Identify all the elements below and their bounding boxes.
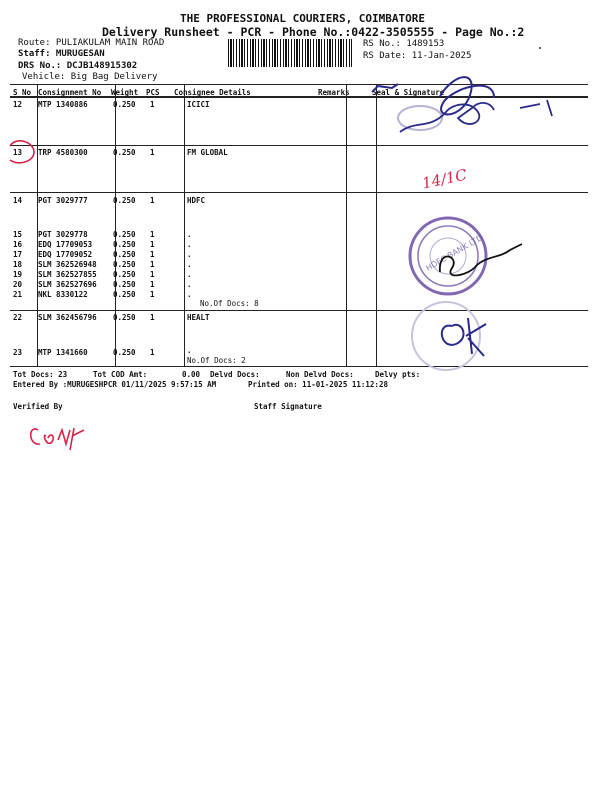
row-consignment: MTP 1341660 — [38, 348, 88, 357]
company-title: THE PROFESSIONAL COURIERS, COIMBATORE — [180, 12, 426, 25]
row12-signature — [400, 100, 552, 132]
red-initials — [31, 428, 84, 450]
row-consignment: TRP 4580300 — [38, 148, 88, 157]
non-delivered-docs: Non Delvd Docs: — [286, 370, 354, 379]
vehicle: Vehicle: Big Bag Delivery — [22, 72, 158, 82]
row-sno: 14 — [13, 196, 23, 205]
col-consignment: Consignment No — [38, 88, 102, 97]
row-pcs: 1 — [150, 148, 155, 157]
row-sno: 19 — [13, 270, 23, 279]
row-pcs: 1 — [150, 196, 155, 205]
col-consignee: Consignee Details — [174, 88, 251, 97]
row-consignment: SLM 362527696 — [38, 280, 97, 289]
handwritten-note: 14/1C — [420, 165, 469, 193]
delivery-points: Delvy pts: — [375, 370, 421, 379]
row-consignee: . — [187, 240, 192, 249]
col-weight: Weight — [111, 88, 139, 97]
row-sno: 15 — [13, 230, 23, 239]
row-weight: 0.250 — [113, 280, 136, 289]
delivered-docs: Delvd Docs: — [210, 370, 260, 379]
row-consignment: SLM 362456796 — [38, 313, 97, 322]
rs-date: RS Date: 11-Jan-2025 — [363, 51, 472, 61]
col-pcs: PCS — [146, 88, 160, 97]
row-pcs: 1 — [150, 240, 155, 249]
row-consignee: HDFC — [187, 196, 206, 205]
route: Route: PULIAKULAM MAIN ROAD — [18, 38, 165, 48]
row-consignment: SLM 362527855 — [38, 270, 97, 279]
row-consignee: . — [187, 260, 192, 269]
row-sno: 23 — [13, 348, 23, 357]
row-pcs: 1 — [150, 348, 155, 357]
docs-count-note: No.Of Docs: 2 — [187, 356, 246, 365]
row-weight: 0.250 — [113, 313, 136, 322]
row-sno: 17 — [13, 250, 23, 259]
stamp-text: HDFC BANK LTD — [424, 233, 485, 273]
row-pcs: 1 — [150, 290, 155, 299]
row-weight: 0.250 — [113, 240, 136, 249]
row-pcs: 1 — [150, 260, 155, 269]
row-consignment: EDQ 17709053 — [38, 240, 93, 249]
row-weight: 0.250 — [113, 148, 136, 157]
row-sno: 12 — [13, 100, 23, 109]
row-consignee: HEALT — [187, 313, 210, 322]
row-weight: 0.250 — [113, 230, 136, 239]
row-consignee: . — [187, 280, 192, 289]
col-remarks: Remarks — [318, 88, 350, 97]
row-pcs: 1 — [150, 250, 155, 259]
row-weight: 0.250 — [113, 250, 136, 259]
row-consignment: MTP 1340886 — [38, 100, 88, 109]
row-weight: 0.250 — [113, 348, 136, 357]
row-consignment: NKL 8330122 — [38, 290, 88, 299]
row-consignee: . — [187, 270, 192, 279]
row-weight: 0.250 — [113, 260, 136, 269]
staff-signature: Staff Signature — [254, 402, 322, 411]
row-sno: 13 — [13, 148, 23, 157]
total-cod-label: Tot COD Amt: — [93, 370, 148, 379]
row-weight: 0.250 — [113, 270, 136, 279]
docs-count-note: No.Of Docs: 8 — [200, 299, 259, 308]
row-pcs: 1 — [150, 280, 155, 289]
red-circle-mark — [10, 141, 34, 163]
row-sno: 22 — [13, 313, 23, 322]
entered-by: Entered By :MURUGESHPCR 01/11/2025 9:57:15 AM — [13, 380, 217, 389]
row-weight: 0.250 — [113, 196, 136, 205]
row-sno: 16 — [13, 240, 23, 249]
row-weight: 0.250 — [113, 290, 136, 299]
col-sno: S No — [13, 88, 32, 97]
row-pcs: 1 — [150, 230, 155, 239]
row-consignment: PGT 3029778 — [38, 230, 88, 239]
faded-stamp — [398, 106, 442, 130]
row-consignee: FM GLOBAL — [187, 148, 228, 157]
row-consignee: . — [187, 290, 192, 299]
row-sno: 21 — [13, 290, 23, 299]
verified-by: Verified By — [13, 402, 63, 411]
row-pcs: 1 — [150, 313, 155, 322]
row-sno: 20 — [13, 280, 23, 289]
row-consignment: SLM 362526948 — [38, 260, 97, 269]
drs-number: DRS No.: DCJB148915302 — [18, 61, 138, 71]
row-consignment: PGT 3029777 — [38, 196, 88, 205]
row-consignee: . — [187, 230, 192, 239]
total-docs: Tot Docs: 23 — [13, 370, 68, 379]
row-weight: 0.250 — [113, 100, 136, 109]
row-consignee: . — [187, 346, 192, 355]
runsheet-subtitle: Delivery Runsheet - PCR - Phone No.:0422-3505555 - Page No.:2 — [102, 25, 525, 39]
row-consignee: ICICI — [187, 100, 210, 109]
stray-mark — [539, 47, 541, 49]
staff: Staff: MURUGESAN — [18, 49, 105, 59]
total-cod-value: 0.00 — [182, 370, 201, 379]
printed-on: Printed on: 11-01-2025 11:12:28 — [248, 380, 388, 389]
col-seal: Seal & Signature — [372, 88, 445, 97]
row-pcs: 1 — [150, 100, 155, 109]
row-sno: 18 — [13, 260, 23, 269]
row-pcs: 1 — [150, 270, 155, 279]
rs-number: RS No.: 1489153 — [363, 39, 445, 49]
row-consignee: . — [187, 250, 192, 259]
row-consignment: EDQ 17709052 — [38, 250, 93, 259]
